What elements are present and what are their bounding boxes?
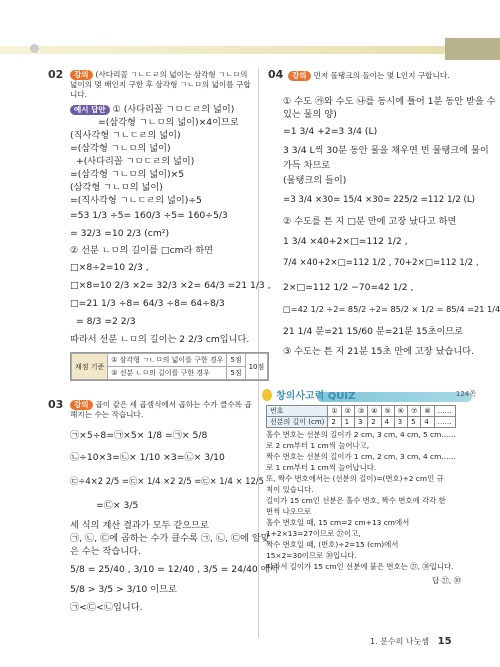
solution-line: 21 1/4 분=21 15/60 분=21분 15초이므로 [283, 326, 464, 337]
solution-line: =(직사각형 ㄱㄴㄷㄹ의 넓이)÷5 [70, 195, 202, 206]
table-cell: 1 [341, 417, 354, 428]
quiz-line: 홀수 번호일 때, 15 cm=2 cm+13 cm에서 [266, 518, 410, 527]
table-cell: 3 [394, 417, 407, 428]
solution-line: 있는 물의 양) [283, 109, 337, 120]
problem-number: 03 [48, 398, 64, 411]
quiz-line: 로 2 cm부터 1 cm씩 늘어나고, [266, 441, 370, 450]
solution-line: ② 선분 ㄴㅁ의 길이를 □cm라 하면 [70, 245, 214, 256]
table-cell: ⑧ [421, 406, 434, 417]
table-cell: ⑤ [381, 406, 394, 417]
solution-line: ㉡÷10×3=㉡× 1/10 ×3=㉡× 3/10 [70, 452, 225, 463]
solution-line [70, 104, 234, 115]
quiz-page-ref: 124쪽 [455, 390, 476, 398]
solution-line: □×8=10 2/3 ×2= 32/3 ×2= 64/3 =21 1/3 , [70, 280, 271, 291]
table-cell: 2 [328, 417, 341, 428]
solution-line: ㉢÷4×2 2/5 =㉢× 1/4 ×2 2/5 =㉢× 1/4 × 12/5 [70, 476, 264, 486]
table-cell: 4 [381, 417, 394, 428]
solution-line: =㉢× 3/5 [96, 500, 139, 511]
example-answer-badge: 예시 답안 [70, 105, 110, 115]
quiz-line: 홀수 번호는 선분의 길이가 2 cm, 3 cm, 4 cm, 5 cm…… [266, 430, 457, 439]
quiz-line: 길이가 15 cm인 선분은 홀수 번호, 짝수 번호에 각각 한 [266, 496, 446, 505]
solution-line: 세 식의 계산 결과가 모두 같으므로 [70, 520, 209, 531]
solution-line: 은 수는 작습니다. [70, 546, 141, 557]
table-header: 선분의 길이 (cm) [267, 417, 328, 428]
header-tab [445, 38, 500, 60]
solution-line: +(사다리꼴 ㄱㅁㄷㄹ의 넓이) [76, 156, 195, 167]
solution-line: =1 3/4 +2=3 3/4 (L) [283, 126, 378, 137]
solution-line: 5/8 = 25/40 , 3/10 = 12/40 , 3/5 = 24/40 에서 [70, 564, 279, 575]
score-total: 10점 [245, 354, 268, 380]
table-cell: ② [341, 406, 354, 417]
table-header: 번호 [267, 406, 328, 417]
header-gradient [0, 46, 445, 54]
solution-line: =(삼각형 ㄱㄴㅁ의 넓이)×5 [70, 169, 185, 180]
score-label: 채점 기준 [72, 354, 108, 380]
page-footer [370, 636, 452, 647]
solution-line: ③ 수도는 튼 지 21분 15초 만에 고장 났습니다. [283, 346, 475, 357]
lecture-badge: 강의 [70, 400, 93, 410]
table-cell: 3 [354, 417, 367, 428]
problem-intro [288, 70, 450, 81]
score-row-pts: 5점 [227, 354, 245, 367]
table-cell: …… [434, 417, 455, 428]
quiz-line: 또, 짝수 번호에서는 (선분의 길이)=(번호)÷2 cm인 규 [266, 474, 444, 483]
chapter-title: 1. 분수의 나눗셈 [370, 637, 430, 646]
lecture-badge: 강의 [70, 70, 93, 80]
solution-line: (삼각형 ㄱㄴㅁ의 넓이) [70, 182, 163, 193]
solution-line: (직사각형 ㄱㄴㄷㄹ의 넓이) [70, 130, 181, 141]
table-cell: ① [328, 406, 341, 417]
solution-line: (물탱크의 들이) [283, 175, 347, 186]
solution-line: □=42 1/2 ÷2= 85/2 ÷2= 85/2 × 1/2 = 85/4 =21 1/4 [283, 304, 500, 314]
line-text: ① (사다리꼴 ㄱㅁㄷㄹ의 넓이) [112, 104, 235, 115]
solution-line: ㉠, ㉡, ㉢에 곱하는 수가 클수록 ㉠, ㉡, ㉢에 알맞 [70, 533, 270, 544]
solution-line: 7/4 ×40+2×□=112 1/2 , 70+2×□=112 1/2 , [283, 258, 479, 268]
quiz-title: 창의사고력 QUIZ [276, 391, 356, 402]
lecture-badge: 강의 [288, 71, 311, 81]
solution-line: 5/8 > 3/5 > 3/10 이므로 [70, 584, 177, 595]
solution-line: =(삼각형 ㄱㄴㅁ의 넓이)×4이므로 [98, 117, 239, 128]
page-number: 15 [437, 636, 452, 647]
solution-line: ㉠<㉢<㉡입니다. [70, 602, 143, 613]
scoring-criteria-table [70, 352, 269, 381]
solution-line: 3 3/4 L씩 30분 동안 물을 채우면 빈 물탱크에 물이 [283, 145, 489, 156]
header-dot [30, 44, 39, 53]
solution-line: ② 수도를 튼 지 □분 만에 고장 났다고 하면 [283, 216, 457, 227]
bulb-icon [262, 389, 272, 401]
solution-line: =3 3/4 ×30= 15/4 ×30= 225/2 =112 1/2 (L) [283, 195, 476, 205]
solution-line: = 8/3 =2 2/3 [76, 316, 136, 327]
header-bar [0, 0, 500, 58]
solution-line: = 32/3 =10 2/3 (cm²) [70, 228, 170, 239]
quiz-line: 따라서 길이가 15 cm인 선분에 붙은 번호는 ㉗, ㉚입니다. [266, 562, 454, 571]
solution-line: ㉠×5÷8=㉠×5× 1/8 =㉠× 5/8 [70, 430, 208, 441]
score-row-pts: 5점 [227, 367, 245, 380]
solution-line: 따라서 선분 ㄴㅁ의 길이는 2 2/3 cm입니다. [70, 334, 250, 345]
quiz-line: 칙이 있습니다. [266, 485, 314, 494]
problem-number: 02 [48, 68, 64, 81]
quiz-answer: 답 ㉗, ㉚ [432, 576, 461, 585]
quiz-table [266, 405, 456, 428]
quiz-line: 짝수 번호는 선분의 길이가 1 cm, 2 cm, 3 cm, 4 cm…… [266, 452, 457, 461]
intro-text: 먼저 물탱크의 들이는 몇 L인지 구합니다. [313, 71, 450, 80]
quiz-line: 15×2=30이므로 ㉚입니다. [266, 551, 357, 560]
quiz-line: 짝수 번호일 때, (번호)÷2=15 (cm)에서 [266, 540, 399, 549]
table-cell: ④ [368, 406, 381, 417]
problem-intro [70, 70, 255, 100]
creative-thinking-quiz [262, 387, 480, 585]
quiz-line: 번씩 나오므로 [266, 507, 312, 516]
intro-text: 곱이 같은 세 곱셈식에서 곱하는 수가 클수록 곱해지는 수는 작습니다. [70, 400, 252, 419]
quiz-line: 1+2×13=27이므로 ㉗이고, [266, 529, 361, 538]
solution-line: 가득 차므로 [283, 160, 331, 171]
solution-line: 2×□=112 1/2 −70=42 1/2 , [283, 282, 414, 293]
quiz-header [262, 387, 480, 403]
solution-line: ① 수도 ㉮와 수도 ㉯를 동시에 틀어 1분 동안 받을 수 [283, 96, 496, 107]
table-cell: 5 [408, 417, 421, 428]
score-row-text: ② 선분 ㄴㅁ의 길이를 구한 경우 [108, 367, 227, 380]
solution-line: □=21 1/3 ÷8= 64/3 ÷8= 64÷8/3 [70, 298, 225, 309]
score-row-text: ① 삼각형 ㄱㄴㅁ의 넓이를 구한 경우 [108, 354, 227, 367]
table-cell: 4 [421, 417, 434, 428]
table-cell: …… [434, 406, 455, 417]
quiz-line: 로 1 cm부터 1 cm씩 늘어납니다. [266, 463, 377, 472]
table-cell: ⑦ [408, 406, 421, 417]
problem-intro [70, 400, 255, 420]
table-cell: ⑥ [394, 406, 407, 417]
solution-line: =(삼각형 ㄱㄴㅁ의 넓이) [70, 143, 171, 154]
intro-text: (사다리꼴 ㄱㄴㄷㄹ의 넓이는 삼각형 ㄱㄴㅁ의 넓이의 몇 배인지 구한 후 삼각형 ㄱㄴㅁ의 넓이를 구합니다. [70, 70, 251, 99]
table-cell: ③ [354, 406, 367, 417]
solution-line: 1 3/4 ×40+2×□=112 1/2 , [283, 236, 408, 247]
solution-line: =53 1/3 ÷5= 160/3 ÷5= 160÷5/3 [70, 210, 228, 221]
table-cell: 2 [368, 417, 381, 428]
problem-number: 04 [268, 68, 284, 81]
solution-line: □×8÷2=10 2/3 , [70, 262, 149, 273]
